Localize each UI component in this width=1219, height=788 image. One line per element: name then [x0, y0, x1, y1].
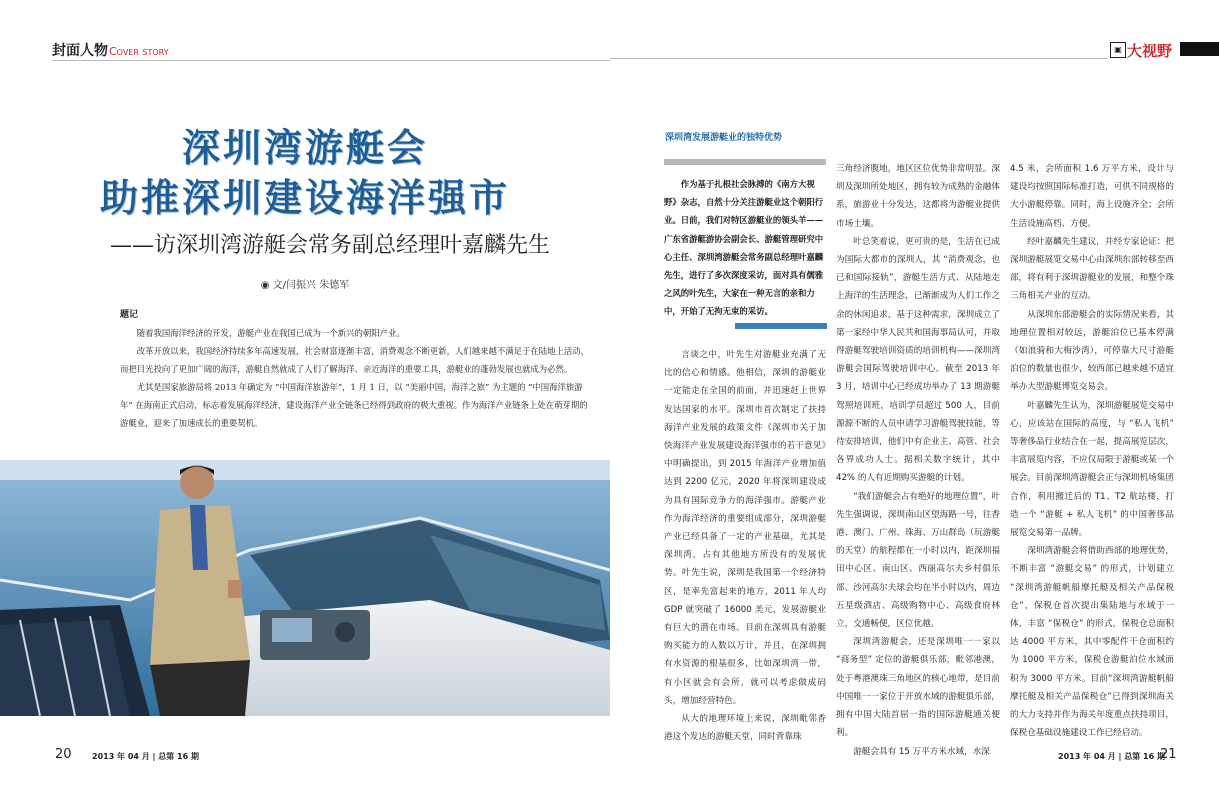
body-paragraph: 叶总笑着说，更可贵的是，生活在已成为国际大都市的深圳人，其 “消费观念，也已和国际接轨”，游艇生活方式、从陆地走上海洋的生活理念，已渐渐成为人们工作之余的休闲追求，基于这种需求，深圳成立了第一家经中华人民共和国海事局认可，并取得游艇驾驶培训资质的培训机构——深圳湾游艇会国际驾驶培训中心。截至 2013 年 3 月，培训中心已经成功举办了 13 期游艇驾照培训班，培训学员超过 500 人，目前源源不断的人员申请学习游艇驾驶技能，等待安排培训，他们中有企业主、高管、社会各界成功人士。据相关数字统计，其中 42% 的人有近期购买游艇的计划。: [836, 236, 1000, 484]
section-header-cn: 封面人物: [52, 43, 108, 59]
column-3: [1010, 160, 1174, 743]
quote-rule-top: [664, 159, 826, 165]
column-title: 大视野: [1127, 42, 1173, 60]
body-paragraph: 三角经济腹地，地区区位优势非常明显。深圳及深圳所处地区，拥有较为成熟的金融体系，旅游业十分发达，这都将为游艇业提供市场土壤。: [836, 164, 1000, 229]
section-header: [52, 40, 169, 60]
title-line-1: 深圳湾游艇会: [181, 126, 428, 170]
intro-paragraph: 尤其是国家旅游局将 2013 年确定为 “中国海洋旅游年”，1 月 1 日，以 “美丽中国，海洋之旅” 为主题的 “中国海洋旅游年” 在海南正式启动，标志着发展海洋经济，建设海洋产业全链条已经得到政府的极大重视。作为海洋产业链条上处在萌芽期的游艇业，迎来了加速成长的重要契机。: [120, 382, 588, 428]
subtitle: ——访深圳湾游艇会常务副总经理叶嘉麟先生: [109, 233, 550, 258]
body-paragraph: 叶嘉麟先生认为，深圳游艇展览交易中心，应该站在国际的高度，与 “私人飞机” 等奢侈品行业结合在一起，提高展览层次，丰富展览内容，不应仅局限于游艇或某一个展会。目前深圳湾游艇会正与深圳机场集团合作，利用搬迁后的 T1、T2 航站楼，打造一个 “游艇 + 私人飞机” 的中国奢侈品展览交易第一品牌。: [1010, 400, 1174, 539]
title-line-2: 助推深圳建设海洋强市: [99, 176, 510, 220]
issue-date: 2013 年 04 月 | 总第 16 期: [1058, 752, 1165, 761]
body-paragraph: 深圳湾游艇会将借助西部的地理优势，不断丰富 “游艇交易” 的形式，计划建立 “深圳湾游艇帆船摩托艇及相关产品保税仓”，保税仓首次提出集陆地与水域于一体，丰富 “保税仓” 的形式，保税仓总面积达 4000 平方米，其中零配件干仓面积约为 1000 平方米，保税仓游艇泊位水域面积为 3000 平方米。目前“深圳湾游艇帆船摩托艇及相关产品保税仓”已得到深圳海关的大力支持并作为海关年度重点扶持项目，保税仓基础设施建设工作已经启动。: [1010, 546, 1174, 739]
lead-quote-text: 作为基于扎根社会脉搏的《南方大视野》杂志，自然十分关注游艇业这个朝阳行业。日前，我们对特区游艇业的领头羊——广东省游艇游协会副会长、游艇管理研究中心主任、深圳湾游艇会常务副总经理叶嘉麟先生，进行了多次深度采访，面对具有儒雅之风的叶先生，大家在一种无言的亲和力中，开始了无拘无束的采访。: [664, 179, 824, 317]
page-number: 20: [55, 747, 72, 762]
badge-icon: ▣: [1110, 42, 1126, 58]
header-rule: [610, 58, 1107, 59]
body-paragraph: 从大的地理环境上来说，深圳毗邻香港这个发达的游艇天堂，同时背靠珠: [664, 714, 826, 743]
body-paragraph: 从深圳东部游艇会的实际情况来看，其地理位置相对较远，游艇泊位已基本停满（如浪骑和大梅沙湾），可停靠大尺寸游艇泊位的数量也很少，较西部已越来越不适宜举办大型游艇博览交易会。: [1010, 309, 1174, 393]
body-paragraph: 言谈之中，叶先生对游艇业充满了无比的信心和情感。他相信，深圳的游艇业一定能走在全国的前面，并迅速赶上世界发达国家的水平。深圳市首次制定了扶持海洋产业发展的政策文件《深圳市关于加快海洋产业发展建设海洋强市的若干意见》中明确提出，到 2015 年海洋产业增加值达到 2200 亿元，2020 年将深圳建设成为具有国际竞争力的海洋强市。游艇产业作为海洋经济的重要组成部分，深圳游艇产业已经具备了一定的产业基础，尤其是深圳湾，占有其他地方所没有的发展优势。叶先生说，深圳是我国第一个经济特区，是率先富起来的地方，2011 年人均 GDP 就突破了 16000 美元，发展游艇业有巨大的潜在市场。目前在深圳具有游艇购买能力的人数以万计，并且，在深圳拥有水资源的根基很多，比如深圳湾一带，有小区就会有会所，就可以考虑做成码头，增加经营特色。: [664, 350, 826, 706]
body-paragraph: 游艇会具有 15 万平方米水域，水深: [853, 746, 990, 757]
right-page: [610, 0, 1219, 788]
cover-photo: [0, 460, 610, 716]
body-paragraph: 4.5 米，会所面积 1.6 万平方米，设计与建设均按照国际标准打造，可供不同规格的大小游艇停靠。同时，海上设施齐全；会所生活设施高档、方便。: [1010, 164, 1174, 229]
intro-label: 题记: [120, 310, 139, 320]
intro-paragraph: 随着我国海洋经济的开发，游艇产业在我国已成为一个新兴的朝阳产业。: [136, 328, 405, 338]
column-2: [836, 160, 1000, 761]
column-badge: [1110, 40, 1219, 60]
badge-bar: [1180, 42, 1219, 56]
yacht-photo-illustration: [0, 460, 610, 716]
quote-rule-bottom: [735, 323, 827, 329]
body-paragraph: “我们游艇会占有绝好的地理位置”，叶先生强调说，深圳南山区望海路一号，往香港、澳门、广州、珠海、万山群岛（玩游艇的天堂）的航程都在一小时以内，距深圳福田中心区、南山区、西丽高尔夫乡村俱乐部、沙河高尔夫球会均在半小时以内，周边五星级酒店、高级购物中心、高级食府林立，交通畅便，区位优越。: [836, 491, 1000, 630]
page-number: 21: [1160, 747, 1177, 762]
byline: ◉ 文/闫振兴 朱德军: [260, 280, 350, 291]
column-1: [664, 346, 826, 746]
issue-date: 2013 年 04 月 | 总第 16 期: [92, 752, 199, 761]
body-paragraph: 深圳湾游艇会，还是深圳唯一一家以 “商务型” 定位的游艇俱乐部，毗邻港澳，处于粤港澳珠三角地区的核心地带，是目前中国唯一一家位于开放水域的游艇俱乐部，拥有中国大陆首屈一指的国际游艇通关便利。: [836, 637, 1000, 739]
section-header-en: Cover story: [109, 45, 169, 58]
intro-block: [120, 306, 590, 432]
intro-paragraph: 改革开放以来，我国经济持续多年高速发展，社会财富逐渐丰富，消费观念不断更新，人们越来越不满足于在陆地上活动，而把目光投向了更加广阔的海洋，游艇自然就成了人们了解海洋、亲近海洋的重要工具，游艇业的蓬勃发展也就成为必然。: [120, 346, 590, 374]
header-rule: [52, 60, 610, 61]
section-heading: 深圳湾发展游艇业的独特优势: [665, 133, 783, 143]
lead-quote: [664, 175, 826, 321]
body-paragraph: 经叶嘉麟先生建议，并经专家论证：把深圳游艇展览交易中心由深圳东部转移至西部，将有利于深圳游艇业的发展，和整个珠三角相关产业的互动。: [1010, 236, 1174, 302]
